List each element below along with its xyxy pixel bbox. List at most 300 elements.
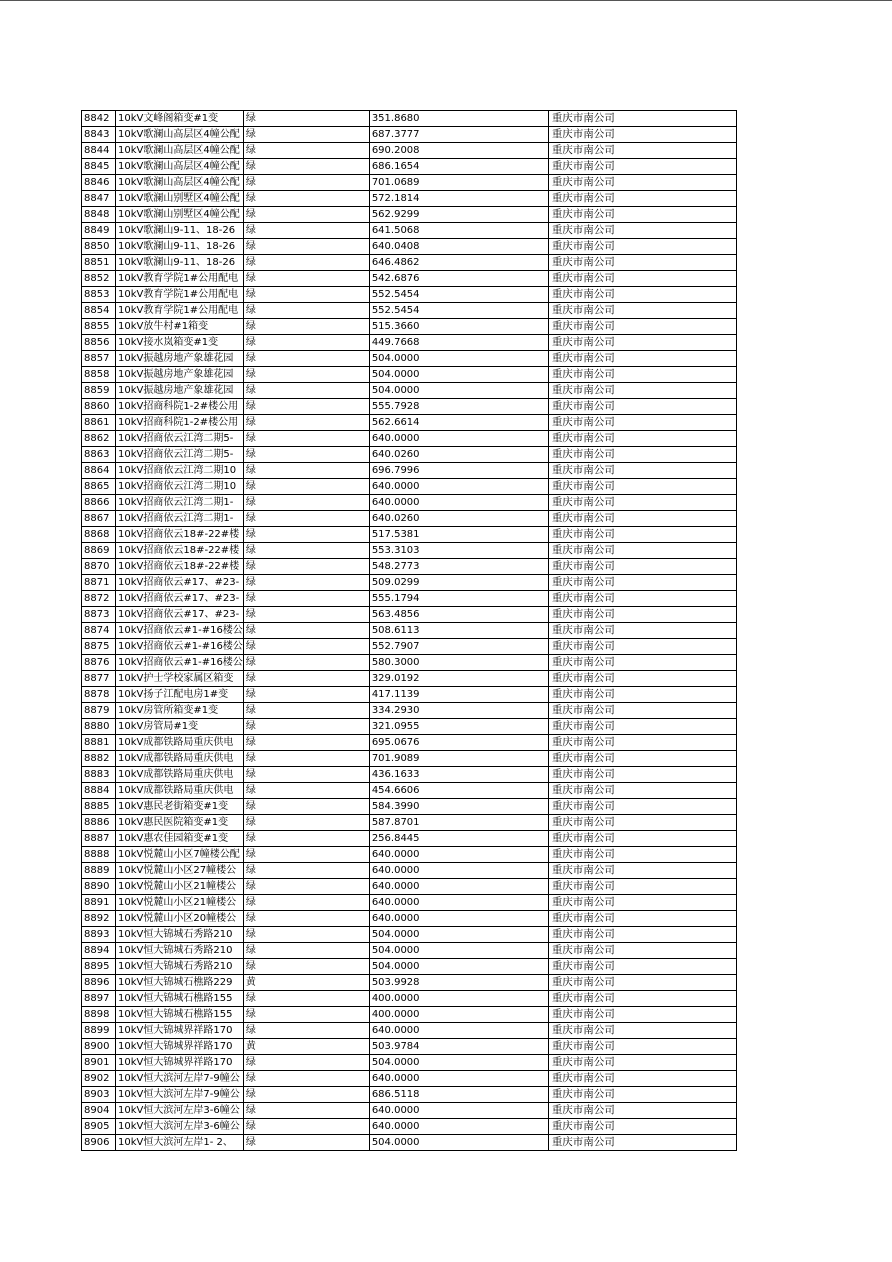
value-cell: 454.6606 <box>369 783 548 799</box>
table-row <box>82 767 737 783</box>
name-cell: 10kV招商依云18#-22#楼 <box>116 543 244 559</box>
row-id-cell: 8864 <box>82 463 116 479</box>
table-row <box>82 783 737 799</box>
name-cell: 10kV成都铁路局重庆供电 <box>116 751 244 767</box>
status-cell: 绿 <box>243 527 369 543</box>
table-row <box>82 463 737 479</box>
status-cell: 绿 <box>243 399 369 415</box>
row-id-cell: 8860 <box>82 399 116 415</box>
status-cell: 绿 <box>243 1087 369 1103</box>
status-cell: 绿 <box>243 1023 369 1039</box>
row-id-cell: 8906 <box>82 1135 116 1151</box>
row-id-cell: 8884 <box>82 783 116 799</box>
name-cell: 10kV招商依云江湾二期1- <box>116 495 244 511</box>
company-cell: 重庆市南公司 <box>548 335 736 351</box>
table-row <box>82 447 737 463</box>
value-cell: 562.6614 <box>369 415 548 431</box>
value-cell: 640.0000 <box>369 431 548 447</box>
name-cell: 10kV恒大锦城界祥路170 <box>116 1039 244 1055</box>
name-cell: 10kV招商依云#1-#16楼公 <box>116 639 244 655</box>
row-id-cell: 8845 <box>82 159 116 175</box>
company-cell: 重庆市南公司 <box>548 223 736 239</box>
value-cell: 555.1794 <box>369 591 548 607</box>
row-id-cell: 8898 <box>82 1007 116 1023</box>
name-cell: 10kV恒大锦城石秀路210 <box>116 927 244 943</box>
table-row <box>82 175 737 191</box>
value-cell: 542.6876 <box>369 271 548 287</box>
name-cell: 10kV招商依云#17、#23- <box>116 591 244 607</box>
status-cell: 绿 <box>243 799 369 815</box>
name-cell: 10kV恒大滨河左岸3-6幢公 <box>116 1119 244 1135</box>
company-cell: 重庆市南公司 <box>548 303 736 319</box>
company-cell: 重庆市南公司 <box>548 1055 736 1071</box>
table-row <box>82 719 737 735</box>
company-cell: 重庆市南公司 <box>548 175 736 191</box>
row-id-cell: 8844 <box>82 143 116 159</box>
company-cell: 重庆市南公司 <box>548 111 736 127</box>
status-cell: 绿 <box>243 1103 369 1119</box>
value-cell: 552.7907 <box>369 639 548 655</box>
company-cell: 重庆市南公司 <box>548 895 736 911</box>
company-cell: 重庆市南公司 <box>548 623 736 639</box>
name-cell: 10kV恒大锦城界祥路170 <box>116 1055 244 1071</box>
status-cell: 绿 <box>243 175 369 191</box>
status-cell: 绿 <box>243 303 369 319</box>
table-row <box>82 575 737 591</box>
status-cell: 绿 <box>243 431 369 447</box>
value-cell: 504.0000 <box>369 943 548 959</box>
status-cell: 绿 <box>243 383 369 399</box>
row-id-cell: 8903 <box>82 1087 116 1103</box>
table-row <box>82 591 737 607</box>
row-id-cell: 8883 <box>82 767 116 783</box>
table-row <box>82 351 737 367</box>
company-cell: 重庆市南公司 <box>548 399 736 415</box>
table-row <box>82 1135 737 1151</box>
name-cell: 10kV教育学院1#公用配电 <box>116 287 244 303</box>
table-row <box>82 735 737 751</box>
company-cell: 重庆市南公司 <box>548 879 736 895</box>
table-row <box>82 415 737 431</box>
row-id-cell: 8869 <box>82 543 116 559</box>
name-cell: 10kV恒大滨河左岸7-9幢公 <box>116 1087 244 1103</box>
row-id-cell: 8853 <box>82 287 116 303</box>
name-cell: 10kV惠民医院箱变#1变 <box>116 815 244 831</box>
name-cell: 10kV悦麓山小区20幢楼公 <box>116 911 244 927</box>
status-cell: 绿 <box>243 495 369 511</box>
value-cell: 256.8445 <box>369 831 548 847</box>
value-cell: 641.5068 <box>369 223 548 239</box>
company-cell: 重庆市南公司 <box>548 415 736 431</box>
row-id-cell: 8843 <box>82 127 116 143</box>
name-cell: 10kV房管所箱变#1变 <box>116 703 244 719</box>
company-cell: 重庆市南公司 <box>548 671 736 687</box>
company-cell: 重庆市南公司 <box>548 959 736 975</box>
name-cell: 10kV恒大锦城石秀路210 <box>116 959 244 975</box>
row-id-cell: 8904 <box>82 1103 116 1119</box>
name-cell: 10kV振越房地产象雄花园 <box>116 383 244 399</box>
value-cell: 687.3777 <box>369 127 548 143</box>
name-cell: 10kV成都铁路局重庆供电 <box>116 767 244 783</box>
name-cell: 10kV恒大滨河左岸3-6幢公 <box>116 1103 244 1119</box>
company-cell: 重庆市南公司 <box>548 127 736 143</box>
value-cell: 695.0676 <box>369 735 548 751</box>
name-cell: 10kV招商依云18#-22#楼 <box>116 559 244 575</box>
table-row <box>82 1071 737 1087</box>
table-row <box>82 287 737 303</box>
name-cell: 10kV招商依云江湾二期5- <box>116 447 244 463</box>
status-cell: 绿 <box>243 719 369 735</box>
status-cell: 绿 <box>243 351 369 367</box>
table-row <box>82 431 737 447</box>
name-cell: 10kV招商依云#17、#23- <box>116 607 244 623</box>
status-cell: 绿 <box>243 687 369 703</box>
company-cell: 重庆市南公司 <box>548 447 736 463</box>
table-row <box>82 207 737 223</box>
row-id-cell: 8858 <box>82 367 116 383</box>
status-cell: 绿 <box>243 223 369 239</box>
status-cell: 绿 <box>243 1055 369 1071</box>
status-cell: 绿 <box>243 735 369 751</box>
row-id-cell: 8878 <box>82 687 116 703</box>
name-cell: 10kV招商依云18#-22#楼 <box>116 527 244 543</box>
company-cell: 重庆市南公司 <box>548 207 736 223</box>
company-cell: 重庆市南公司 <box>548 719 736 735</box>
table-row <box>82 111 737 127</box>
company-cell: 重庆市南公司 <box>548 191 736 207</box>
name-cell: 10kV歌澜山9-11、18-26 <box>116 239 244 255</box>
table-row <box>82 639 737 655</box>
status-cell: 绿 <box>243 911 369 927</box>
status-cell: 绿 <box>243 287 369 303</box>
name-cell: 10kV歌澜山高层区4幢公配 <box>116 159 244 175</box>
company-cell: 重庆市南公司 <box>548 1087 736 1103</box>
name-cell: 10kV恒大锦城界祥路170 <box>116 1023 244 1039</box>
value-cell: 562.9299 <box>369 207 548 223</box>
status-cell: 绿 <box>243 143 369 159</box>
row-id-cell: 8866 <box>82 495 116 511</box>
company-cell: 重庆市南公司 <box>548 975 736 991</box>
value-cell: 640.0000 <box>369 479 548 495</box>
value-cell: 584.3990 <box>369 799 548 815</box>
table-row <box>82 543 737 559</box>
table-row <box>82 255 737 271</box>
value-cell: 572.1814 <box>369 191 548 207</box>
company-cell: 重庆市南公司 <box>548 767 736 783</box>
value-cell: 563.4856 <box>369 607 548 623</box>
company-cell: 重庆市南公司 <box>548 1119 736 1135</box>
name-cell: 10kV房管局#1变 <box>116 719 244 735</box>
value-cell: 504.0000 <box>369 1135 548 1151</box>
status-cell: 绿 <box>243 479 369 495</box>
company-cell: 重庆市南公司 <box>548 479 736 495</box>
status-cell: 绿 <box>243 575 369 591</box>
table-row <box>82 751 737 767</box>
row-id-cell: 8895 <box>82 959 116 975</box>
table-row <box>82 319 737 335</box>
name-cell: 10kV教育学院1#公用配电 <box>116 271 244 287</box>
status-cell: 黄 <box>243 1039 369 1055</box>
company-cell: 重庆市南公司 <box>548 607 736 623</box>
company-cell: 重庆市南公司 <box>548 511 736 527</box>
row-id-cell: 8846 <box>82 175 116 191</box>
name-cell: 10kV招商依云#1-#16楼公 <box>116 655 244 671</box>
table-row <box>82 303 737 319</box>
name-cell: 10kV歌澜山高层区4幢公配 <box>116 143 244 159</box>
name-cell: 10kV恒大锦城石秀路210 <box>116 943 244 959</box>
row-id-cell: 8857 <box>82 351 116 367</box>
name-cell: 10kV歌澜山别墅区4幢公配 <box>116 191 244 207</box>
status-cell: 绿 <box>243 255 369 271</box>
company-cell: 重庆市南公司 <box>548 367 736 383</box>
status-cell: 绿 <box>243 863 369 879</box>
status-cell: 绿 <box>243 463 369 479</box>
value-cell: 640.0000 <box>369 879 548 895</box>
status-cell: 绿 <box>243 783 369 799</box>
status-cell: 绿 <box>243 415 369 431</box>
table-body <box>82 111 737 1151</box>
status-cell: 绿 <box>243 239 369 255</box>
status-cell: 绿 <box>243 159 369 175</box>
table-row <box>82 383 737 399</box>
company-cell: 重庆市南公司 <box>548 991 736 1007</box>
name-cell: 10kV招商依云江湾二期10 <box>116 479 244 495</box>
table-row <box>82 607 737 623</box>
row-id-cell: 8894 <box>82 943 116 959</box>
value-cell: 503.9784 <box>369 1039 548 1055</box>
value-cell: 334.2930 <box>369 703 548 719</box>
company-cell: 重庆市南公司 <box>548 735 736 751</box>
value-cell: 553.3103 <box>369 543 548 559</box>
value-cell: 436.1633 <box>369 767 548 783</box>
value-cell: 640.0000 <box>369 911 548 927</box>
value-cell: 504.0000 <box>369 959 548 975</box>
table-row <box>82 623 737 639</box>
row-id-cell: 8897 <box>82 991 116 1007</box>
table-row <box>82 815 737 831</box>
row-id-cell: 8881 <box>82 735 116 751</box>
row-id-cell: 8871 <box>82 575 116 591</box>
name-cell: 10kV悦麓山小区21幢楼公 <box>116 895 244 911</box>
table-row <box>82 527 737 543</box>
value-cell: 587.8701 <box>369 815 548 831</box>
row-id-cell: 8865 <box>82 479 116 495</box>
name-cell: 10kV恒大锦城石樵路155 <box>116 1007 244 1023</box>
company-cell: 重庆市南公司 <box>548 927 736 943</box>
name-cell: 10kV成都铁路局重庆供电 <box>116 783 244 799</box>
company-cell: 重庆市南公司 <box>548 495 736 511</box>
company-cell: 重庆市南公司 <box>548 1135 736 1151</box>
table-row <box>82 959 737 975</box>
status-cell: 绿 <box>243 959 369 975</box>
company-cell: 重庆市南公司 <box>548 1103 736 1119</box>
table-row <box>82 143 737 159</box>
name-cell: 10kV招商依云江湾二期1- <box>116 511 244 527</box>
table-row <box>82 399 737 415</box>
row-id-cell: 8854 <box>82 303 116 319</box>
name-cell: 10kV护士学校家属区箱变 <box>116 671 244 687</box>
value-cell: 351.8680 <box>369 111 548 127</box>
table-row <box>82 127 737 143</box>
table-row <box>82 511 737 527</box>
row-id-cell: 8859 <box>82 383 116 399</box>
status-cell: 绿 <box>243 591 369 607</box>
company-cell: 重庆市南公司 <box>548 591 736 607</box>
name-cell: 10kV招商依云#1-#16楼公 <box>116 623 244 639</box>
table-row <box>82 479 737 495</box>
row-id-cell: 8855 <box>82 319 116 335</box>
company-cell: 重庆市南公司 <box>548 1071 736 1087</box>
value-cell: 555.7928 <box>369 399 548 415</box>
name-cell: 10kV惠农佳园箱变#1变 <box>116 831 244 847</box>
table-row <box>82 655 737 671</box>
company-cell: 重庆市南公司 <box>548 783 736 799</box>
row-id-cell: 8889 <box>82 863 116 879</box>
status-cell: 绿 <box>243 271 369 287</box>
row-id-cell: 8847 <box>82 191 116 207</box>
value-cell: 400.0000 <box>369 991 548 1007</box>
table-row <box>82 943 737 959</box>
company-cell: 重庆市南公司 <box>548 351 736 367</box>
name-cell: 10kV歌澜山高层区4幢公配 <box>116 127 244 143</box>
company-cell: 重庆市南公司 <box>548 543 736 559</box>
status-cell: 绿 <box>243 815 369 831</box>
table-row <box>82 991 737 1007</box>
company-cell: 重庆市南公司 <box>548 527 736 543</box>
name-cell: 10kV恒大锦城石樵路155 <box>116 991 244 1007</box>
name-cell: 10kV悦麓山小区21幢楼公 <box>116 879 244 895</box>
row-id-cell: 8891 <box>82 895 116 911</box>
company-cell: 重庆市南公司 <box>548 159 736 175</box>
value-cell: 508.6113 <box>369 623 548 639</box>
value-cell: 640.0000 <box>369 1071 548 1087</box>
name-cell: 10kV惠民老街箱变#1变 <box>116 799 244 815</box>
status-cell: 绿 <box>243 319 369 335</box>
table-row <box>82 671 737 687</box>
name-cell: 10kV歌澜山9-11、18-26 <box>116 255 244 271</box>
company-cell: 重庆市南公司 <box>548 751 736 767</box>
status-cell: 绿 <box>243 943 369 959</box>
row-id-cell: 8899 <box>82 1023 116 1039</box>
company-cell: 重庆市南公司 <box>548 383 736 399</box>
row-id-cell: 8874 <box>82 623 116 639</box>
company-cell: 重庆市南公司 <box>548 655 736 671</box>
value-cell: 517.5381 <box>369 527 548 543</box>
value-cell: 504.0000 <box>369 1055 548 1071</box>
value-cell: 503.9928 <box>369 975 548 991</box>
company-cell: 重庆市南公司 <box>548 703 736 719</box>
name-cell: 10kV扬子江配电房1#变 <box>116 687 244 703</box>
company-cell: 重庆市南公司 <box>548 575 736 591</box>
status-cell: 绿 <box>243 191 369 207</box>
value-cell: 509.0299 <box>369 575 548 591</box>
name-cell: 10kV招商科院1-2#楼公用 <box>116 415 244 431</box>
row-id-cell: 8851 <box>82 255 116 271</box>
company-cell: 重庆市南公司 <box>548 815 736 831</box>
table-row <box>82 911 737 927</box>
value-cell: 640.0000 <box>369 847 548 863</box>
name-cell: 10kV教育学院1#公用配电 <box>116 303 244 319</box>
row-id-cell: 8862 <box>82 431 116 447</box>
value-cell: 646.4862 <box>369 255 548 271</box>
value-cell: 686.1654 <box>369 159 548 175</box>
row-id-cell: 8892 <box>82 911 116 927</box>
value-cell: 696.7996 <box>369 463 548 479</box>
table-row <box>82 799 737 815</box>
table-row <box>82 1023 737 1039</box>
name-cell: 10kV招商依云#17、#23- <box>116 575 244 591</box>
name-cell: 10kV成都铁路局重庆供电 <box>116 735 244 751</box>
table-row <box>82 1055 737 1071</box>
status-cell: 绿 <box>243 127 369 143</box>
value-cell: 552.5454 <box>369 287 548 303</box>
name-cell: 10kV恒大滨河左岸7-9幢公 <box>116 1071 244 1087</box>
row-id-cell: 8861 <box>82 415 116 431</box>
name-cell: 10kV恒大锦城石樵路229 <box>116 975 244 991</box>
data-table <box>81 110 737 1151</box>
status-cell: 绿 <box>243 207 369 223</box>
value-cell: 640.0408 <box>369 239 548 255</box>
value-cell: 640.0260 <box>369 511 548 527</box>
row-id-cell: 8888 <box>82 847 116 863</box>
name-cell: 10kV振越房地产象雄花园 <box>116 367 244 383</box>
status-cell: 绿 <box>243 847 369 863</box>
status-cell: 绿 <box>243 1007 369 1023</box>
company-cell: 重庆市南公司 <box>548 799 736 815</box>
row-id-cell: 8890 <box>82 879 116 895</box>
name-cell: 10kV接水岚箱变#1变 <box>116 335 244 351</box>
value-cell: 552.5454 <box>369 303 548 319</box>
name-cell: 10kV招商依云江湾二期10 <box>116 463 244 479</box>
company-cell: 重庆市南公司 <box>548 831 736 847</box>
row-id-cell: 8900 <box>82 1039 116 1055</box>
company-cell: 重庆市南公司 <box>548 559 736 575</box>
table-row <box>82 703 737 719</box>
row-id-cell: 8875 <box>82 639 116 655</box>
table-row <box>82 831 737 847</box>
row-id-cell: 8870 <box>82 559 116 575</box>
company-cell: 重庆市南公司 <box>548 143 736 159</box>
table-row <box>82 895 737 911</box>
value-cell: 640.0000 <box>369 1119 548 1135</box>
value-cell: 400.0000 <box>369 1007 548 1023</box>
company-cell: 重庆市南公司 <box>548 1007 736 1023</box>
company-cell: 重庆市南公司 <box>548 943 736 959</box>
status-cell: 绿 <box>243 655 369 671</box>
row-id-cell: 8848 <box>82 207 116 223</box>
name-cell: 10kV文峰阁箱变#1变 <box>116 111 244 127</box>
status-cell: 绿 <box>243 511 369 527</box>
table-row <box>82 495 737 511</box>
status-cell: 绿 <box>243 335 369 351</box>
status-cell: 绿 <box>243 639 369 655</box>
value-cell: 548.2773 <box>369 559 548 575</box>
company-cell: 重庆市南公司 <box>548 319 736 335</box>
value-cell: 504.0000 <box>369 383 548 399</box>
company-cell: 重庆市南公司 <box>548 911 736 927</box>
row-id-cell: 8882 <box>82 751 116 767</box>
table-row <box>82 159 737 175</box>
table-row <box>82 1039 737 1055</box>
company-cell: 重庆市南公司 <box>548 463 736 479</box>
status-cell: 绿 <box>243 111 369 127</box>
row-id-cell: 8879 <box>82 703 116 719</box>
table-row <box>82 879 737 895</box>
row-id-cell: 8852 <box>82 271 116 287</box>
name-cell: 10kV放牛村#1箱变 <box>116 319 244 335</box>
value-cell: 515.3660 <box>369 319 548 335</box>
value-cell: 701.0689 <box>369 175 548 191</box>
